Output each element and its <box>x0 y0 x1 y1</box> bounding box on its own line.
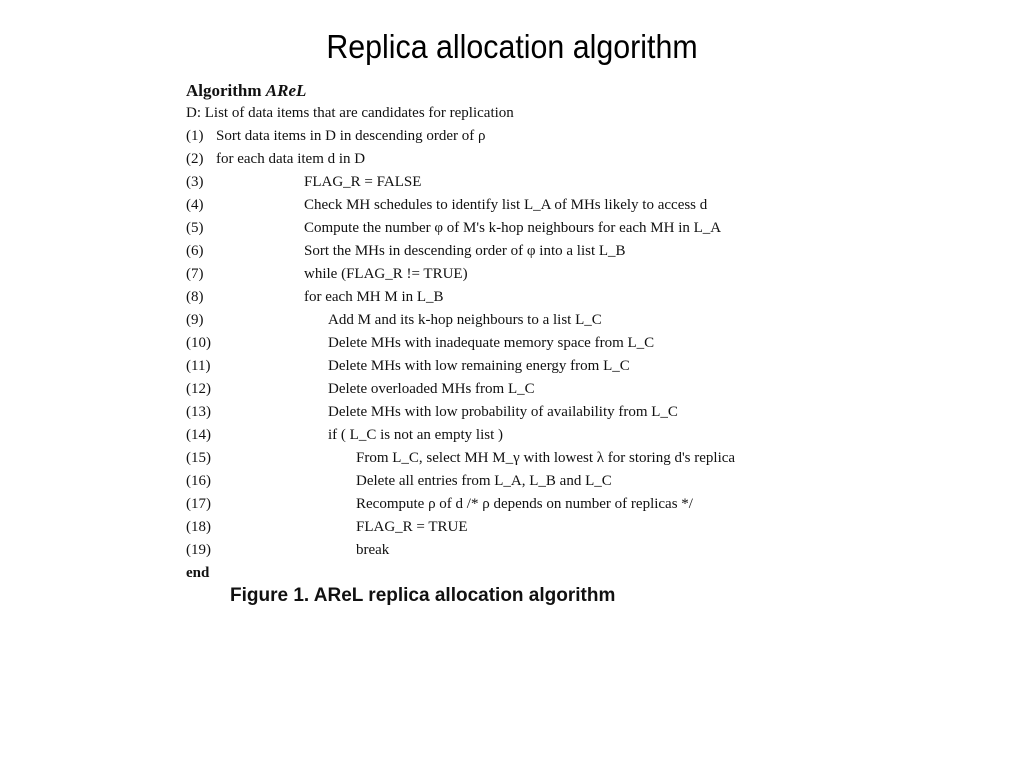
line-text: if ( L_C is not an empty list ) <box>328 427 503 443</box>
algorithm-end: end <box>186 565 210 581</box>
algorithm-line <box>186 378 846 401</box>
algorithm-line <box>186 286 846 309</box>
line-number: (16) <box>186 473 211 489</box>
line-number: (8) <box>186 289 204 305</box>
algorithm-line <box>186 102 846 125</box>
line-number: (9) <box>186 312 204 328</box>
line-number: (6) <box>186 243 204 259</box>
line-number: (18) <box>186 519 211 535</box>
algorithm-line <box>186 424 846 447</box>
line-text: Delete MHs with low remaining energy from L_C <box>328 358 630 374</box>
line-text: D: List of data items that are candidates for replication <box>186 105 514 121</box>
line-number: (3) <box>186 174 204 190</box>
line-text: Delete MHs with low probability of availability from L_C <box>328 404 678 420</box>
algorithm-heading-name: AReL <box>265 81 307 100</box>
line-text: Check MH schedules to identify list L_A of MHs likely to access d <box>304 197 708 213</box>
algorithm-line <box>186 332 846 355</box>
line-text: Compute the number φ of M's k-hop neighbours for each MH in L_A <box>304 220 722 236</box>
line-number: (2) <box>186 151 204 167</box>
line-text: Recompute ρ of d /* ρ depends on number of replicas */ <box>356 496 693 512</box>
line-number: (19) <box>186 542 211 558</box>
line-text: FLAG_R = FALSE <box>304 174 422 190</box>
line-number: (7) <box>186 266 204 282</box>
line-text: Delete MHs with inadequate memory space from L_C <box>328 335 655 351</box>
line-text: Add M and its k-hop neighbours to a list L_C <box>328 312 602 328</box>
line-text: Delete all entries from L_A, L_B and L_C <box>356 473 612 489</box>
line-number: (17) <box>186 496 211 512</box>
line-text: Sort data items in D in descending order of ρ <box>216 128 486 144</box>
algorithm-line <box>186 148 846 171</box>
line-text: for each MH M in L_B <box>304 289 444 305</box>
line-number: (10) <box>186 335 211 351</box>
algorithm-listing <box>186 80 846 585</box>
line-text: while (FLAG_R != TRUE) <box>304 266 468 282</box>
algorithm-line <box>186 539 846 562</box>
line-text: Sort the MHs in descending order of φ into a list L_B <box>304 243 626 259</box>
algorithm-heading-prefix: Algorithm <box>186 81 262 100</box>
line-text: for each data item d in D <box>216 151 366 167</box>
algorithm-line <box>186 240 846 263</box>
line-number: (12) <box>186 381 211 397</box>
algorithm-line <box>186 309 846 332</box>
line-number: (1) <box>186 128 204 144</box>
algorithm-line <box>186 516 846 539</box>
line-text: Delete overloaded MHs from L_C <box>328 381 535 397</box>
line-text: break <box>356 542 390 558</box>
algorithm-line <box>186 493 846 516</box>
line-number: (13) <box>186 404 211 420</box>
algorithm-line <box>186 355 846 378</box>
algorithm-line <box>186 194 846 217</box>
line-number: (15) <box>186 450 211 466</box>
figure-caption: Figure 1. AReL replica allocation algorithm <box>230 585 616 606</box>
algorithm-line <box>186 401 846 424</box>
algorithm-line <box>186 263 846 286</box>
algorithm-line <box>186 447 846 470</box>
line-number: (11) <box>186 358 211 374</box>
line-number: (14) <box>186 427 211 443</box>
algorithm-line <box>186 217 846 240</box>
line-text: FLAG_R = TRUE <box>356 519 468 535</box>
algorithm-heading <box>186 80 846 102</box>
algorithm-line <box>186 125 846 148</box>
line-number: (5) <box>186 220 204 236</box>
algorithm-lines <box>186 102 846 562</box>
algorithm-line <box>186 171 846 194</box>
line-text: From L_C, select MH M_γ with lowest λ for storing d's replica <box>356 450 736 466</box>
algorithm-line <box>186 470 846 493</box>
line-number: (4) <box>186 197 204 213</box>
slide-title: Replica allocation algorithm <box>326 28 698 65</box>
